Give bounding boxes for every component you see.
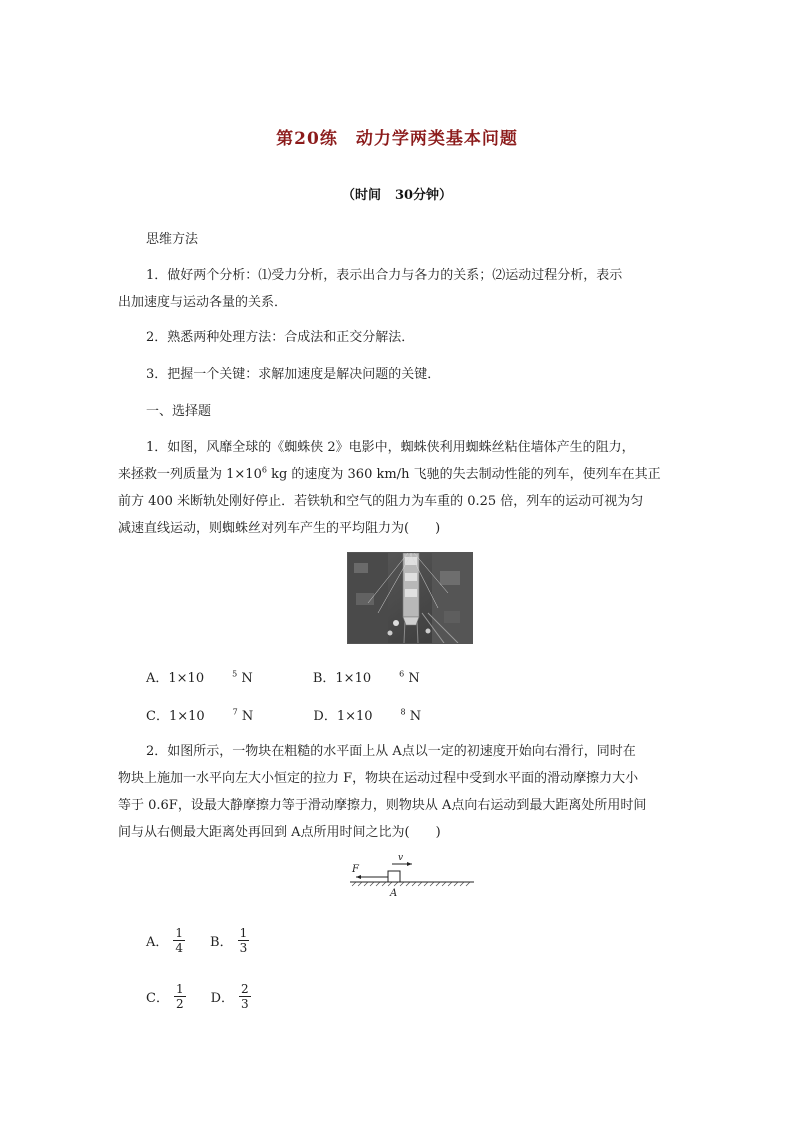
q1-option-d-unit: N [405,709,422,724]
q2-option-d-fraction[interactable] [239,982,251,1011]
q1-option-c-unit: N [237,709,254,724]
title-text: 动力学两类基本问题 [355,129,518,149]
q1-option-a[interactable] [146,671,281,686]
q1-line-1: 1．如图，风靡全球的《蜘蛛侠 2》电影中，蜘蛛侠利用蜘蛛丝粘住墙体产生的阻力， [146,440,635,455]
force-label: F [352,864,359,875]
method-item-3: 3．把握一个关键：求解加速度是解决问题的关键． [146,367,441,382]
q2-option-c-num: 1 [175,982,184,996]
q2-option-b-den: 3 [239,941,248,955]
time-label: （时间 [341,188,381,203]
q2-option-c-fraction[interactable] [174,982,186,1011]
q1-option-b[interactable] [313,671,448,686]
q1-option-a-exp: 5 [232,669,238,679]
q1-option-d-exp: 8 [400,707,406,717]
q1-option-c[interactable] [146,709,281,724]
q2-option-d-label[interactable]: D． [210,991,235,1006]
q2-line-3: 等于 0.6F，设最大静摩擦力等于滑动摩擦力，则物块从 A点向右运动到最大距离处所用时间 [118,798,647,813]
train-photo [347,552,473,644]
q1-option-d[interactable] [313,709,449,724]
velocity-label: v [398,853,404,863]
q2-option-a-num: 1 [175,926,184,940]
q2-option-b-fraction[interactable] [238,926,250,955]
q1-line-2-sup: 6 [261,465,267,475]
point-label: A [390,888,398,899]
q1-options-row-2 [146,705,477,724]
q2-option-a-label[interactable]: A． [146,935,169,950]
method-item-2: 2．熟悉两种处理方法：合成法和正交分解法． [146,330,415,345]
q1-option-c-base: C．1×10 [146,709,205,724]
q2-options-row-2 [146,982,254,1011]
page-title [0,124,794,149]
time-value: 30分钟） [394,188,453,203]
q1-option-c-exp: 7 [232,707,238,717]
q2-option-d-den: 3 [241,997,249,1011]
title-number: 第20练 [276,129,338,149]
method-item-1 [118,262,681,316]
q1-option-d-base: D．1×10 [313,709,373,724]
question-1-stem [118,434,698,542]
q2-option-c-label[interactable]: C． [146,991,169,1006]
q2-line-1: 2．如图所示，一物块在粗糙的水平面上从 A点以一定的初速度开始向右滑行，同时在 [146,744,636,759]
q1-option-b-exp: 6 [399,669,405,679]
q1-option-a-base: A．1×10 [146,671,205,686]
q1-line-2-a: 来拯救一列质量为 1×10 [118,467,262,482]
q1-line-2 [118,461,698,488]
method-item-1-line-2: 出加速度与运动各量的关系． [118,295,288,310]
section-heading: 一、选择题 [146,404,212,419]
q2-option-a-den: 4 [175,941,184,955]
q2-option-a-fraction[interactable] [173,926,185,955]
method-heading: 思维方法 [146,232,199,247]
method-item-1-line-1: 1．做好两个分析：⑴受力分析，表示出合力与各力的关系；⑵运动过程分析，表示 [146,268,623,283]
q1-option-b-unit: N [404,671,420,686]
q1-line-2-b: kg 的速度为 360 km/h 飞驰的失去制动性能的列车，使列车在其正 [266,467,661,482]
q1-option-b-base: B．1×10 [312,671,372,686]
q2-option-b-num: 1 [239,926,248,940]
q1-line-3: 前方 400 米断轨处刚好停止．若铁轨和空气的阻力为车重的 0.25 倍，列车的运动可视为匀 [118,494,644,509]
q2-line-2: 物块上施加一水平向左大小恒定的拉力 F，物块在运动过程中受到水平面的滑动摩擦力大小 [118,771,639,786]
q1-option-a-unit: N [237,671,253,686]
q2-option-c-den: 2 [175,997,184,1011]
q2-options-row-1 [146,926,252,955]
question-2-stem [118,738,698,846]
q2-option-b-label[interactable]: B． [210,935,233,950]
q2-option-d-num: 2 [241,982,249,996]
q1-line-4: 减速直线运动，则蜘蛛丝对列车产生的平均阻力为( ) [118,521,441,536]
q1-options-row-1 [146,667,476,686]
q2-line-4: 间与从右侧最大距离处再回到 A点所用时间之比为( ) [118,825,441,840]
time-limit [0,184,794,203]
block-force-diagram [342,850,482,900]
